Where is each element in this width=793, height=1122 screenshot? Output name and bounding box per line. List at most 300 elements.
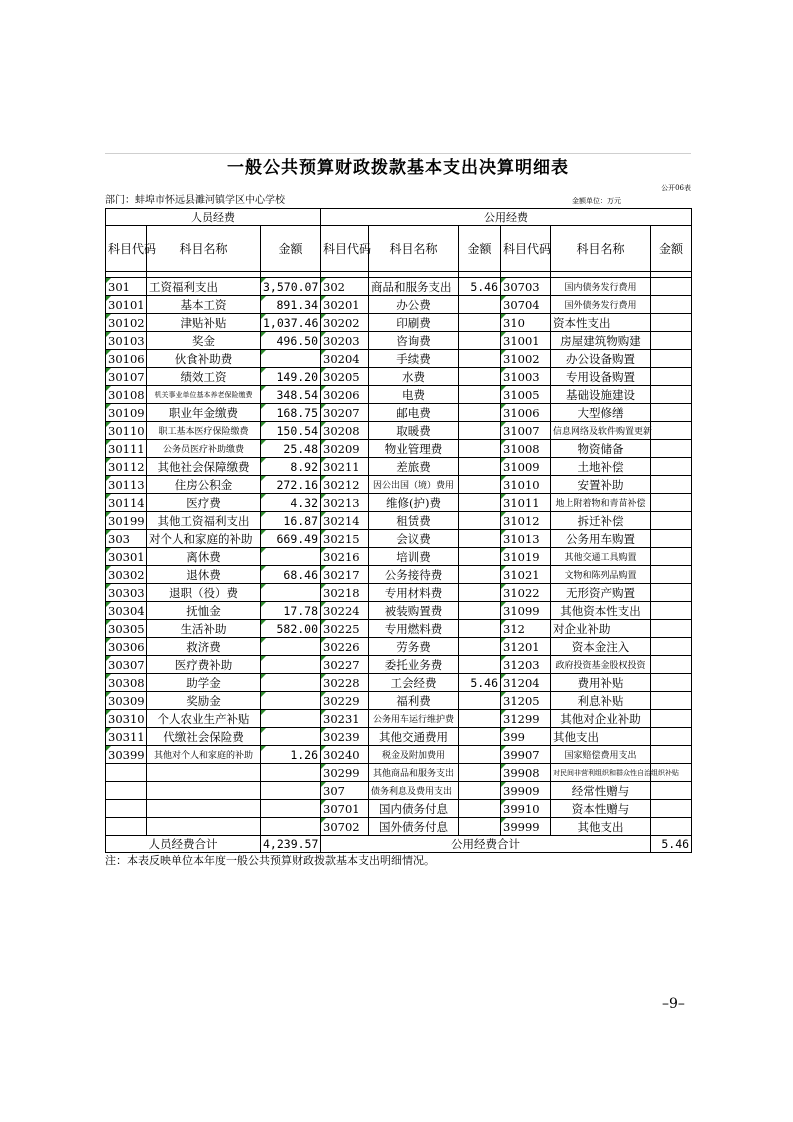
row-code-2: 30225 bbox=[321, 620, 369, 638]
row-amount-2 bbox=[459, 782, 501, 800]
row-code-1: 30101 bbox=[106, 296, 147, 314]
row-code-3: 31204 bbox=[501, 674, 551, 692]
row-amount-2 bbox=[459, 476, 501, 494]
row-amount-3 bbox=[651, 494, 692, 512]
row-code-2: 302 bbox=[321, 278, 369, 296]
row-code-1: 30308 bbox=[106, 674, 147, 692]
row-amount-2 bbox=[459, 350, 501, 368]
row-name-3: 其他交通工具购置 bbox=[551, 548, 651, 566]
row-amount-1: 150.54 bbox=[261, 422, 321, 440]
row-name-2: 专用燃料费 bbox=[369, 620, 459, 638]
row-name-1: 其他对个人和家庭的补助 bbox=[147, 746, 261, 764]
row-name-3: 对企业补助 bbox=[551, 620, 651, 638]
row-name-2: 公务接待费 bbox=[369, 566, 459, 584]
row-amount-1: 348.54 bbox=[261, 386, 321, 404]
row-amount-1 bbox=[261, 800, 321, 818]
table-row bbox=[106, 350, 692, 368]
row-amount-3 bbox=[651, 530, 692, 548]
row-code-3: 39908 bbox=[501, 764, 551, 782]
form-number: 公开06表 bbox=[661, 184, 691, 192]
row-amount-2 bbox=[459, 818, 501, 836]
table-row bbox=[106, 530, 692, 548]
row-code-3: 31205 bbox=[501, 692, 551, 710]
table-row bbox=[106, 818, 692, 836]
row-name-2: 取暖费 bbox=[369, 422, 459, 440]
row-code-3: 312 bbox=[501, 620, 551, 638]
table-row bbox=[106, 512, 692, 530]
row-code-2: 30211 bbox=[321, 458, 369, 476]
row-amount-1: 582.00 bbox=[261, 620, 321, 638]
row-amount-2 bbox=[459, 710, 501, 728]
row-amount-2 bbox=[459, 440, 501, 458]
row-code-2: 30212 bbox=[321, 476, 369, 494]
row-name-2: 电费 bbox=[369, 386, 459, 404]
row-amount-1: 8.92 bbox=[261, 458, 321, 476]
row-name-1: 伙食补助费 bbox=[147, 350, 261, 368]
row-name-3: 其他对企业补助 bbox=[551, 710, 651, 728]
row-name-1: 对个人和家庭的补助 bbox=[147, 530, 261, 548]
row-code-2: 30209 bbox=[321, 440, 369, 458]
row-amount-2 bbox=[459, 800, 501, 818]
row-amount-3 bbox=[651, 746, 692, 764]
row-name-1: 津贴补贴 bbox=[147, 314, 261, 332]
row-amount-1 bbox=[261, 782, 321, 800]
row-name-2: 会议费 bbox=[369, 530, 459, 548]
row-amount-2 bbox=[459, 422, 501, 440]
row-amount-1: 168.75 bbox=[261, 404, 321, 422]
col-amount-2: 金额 bbox=[459, 226, 501, 272]
row-amount-3 bbox=[651, 728, 692, 746]
table-row bbox=[106, 746, 692, 764]
row-name-1: 退职（役）费 bbox=[147, 584, 261, 602]
row-name-1: 公务员医疗补助缴费 bbox=[147, 440, 261, 458]
row-name-2: 水费 bbox=[369, 368, 459, 386]
row-name-1 bbox=[147, 782, 261, 800]
row-name-2: 国内债务付息 bbox=[369, 800, 459, 818]
row-code-2: 30227 bbox=[321, 656, 369, 674]
row-code-3: 310 bbox=[501, 314, 551, 332]
row-code-3: 31019 bbox=[501, 548, 551, 566]
row-code-1: 30311 bbox=[106, 728, 147, 746]
row-code-3: 39910 bbox=[501, 800, 551, 818]
row-name-2: 公务用车运行维护费 bbox=[369, 710, 459, 728]
row-name-2: 维修(护)费 bbox=[369, 494, 459, 512]
row-amount-1: 272.16 bbox=[261, 476, 321, 494]
table-row bbox=[106, 440, 692, 458]
row-amount-3 bbox=[651, 764, 692, 782]
row-amount-1 bbox=[261, 350, 321, 368]
group-personnel: 人员经费 bbox=[106, 209, 321, 226]
row-code-1: 30107 bbox=[106, 368, 147, 386]
row-name-3: 其他支出 bbox=[551, 818, 651, 836]
row-code-3: 31002 bbox=[501, 350, 551, 368]
row-amount-1 bbox=[261, 584, 321, 602]
row-code-2: 30240 bbox=[321, 746, 369, 764]
row-code-1 bbox=[106, 800, 147, 818]
row-name-2: 邮电费 bbox=[369, 404, 459, 422]
row-amount-2 bbox=[459, 764, 501, 782]
row-amount-2: 5.46 bbox=[459, 674, 501, 692]
row-name-2: 劳务费 bbox=[369, 638, 459, 656]
table-row bbox=[106, 566, 692, 584]
row-name-2: 专用材料费 bbox=[369, 584, 459, 602]
row-name-1: 职业年金缴费 bbox=[147, 404, 261, 422]
row-code-1: 30113 bbox=[106, 476, 147, 494]
row-amount-1: 68.46 bbox=[261, 566, 321, 584]
table-row bbox=[106, 782, 692, 800]
row-name-1 bbox=[147, 764, 261, 782]
table-row bbox=[106, 602, 692, 620]
row-code-3: 31012 bbox=[501, 512, 551, 530]
row-amount-3 bbox=[651, 638, 692, 656]
row-amount-2 bbox=[459, 656, 501, 674]
row-name-3: 资本性支出 bbox=[551, 314, 651, 332]
row-code-3: 31001 bbox=[501, 332, 551, 350]
row-name-3: 费用补贴 bbox=[551, 674, 651, 692]
table-row bbox=[106, 620, 692, 638]
row-amount-2 bbox=[459, 728, 501, 746]
row-amount-1: 669.49 bbox=[261, 530, 321, 548]
row-amount-2 bbox=[459, 314, 501, 332]
row-amount-3 bbox=[651, 692, 692, 710]
row-name-2: 税金及附加费用 bbox=[369, 746, 459, 764]
row-amount-1 bbox=[261, 656, 321, 674]
row-code-3: 31007 bbox=[501, 422, 551, 440]
table-row bbox=[106, 494, 692, 512]
row-name-3: 拆迁补偿 bbox=[551, 512, 651, 530]
row-code-3: 31021 bbox=[501, 566, 551, 584]
row-amount-3 bbox=[651, 548, 692, 566]
row-amount-1: 496.50 bbox=[261, 332, 321, 350]
row-amount-1: 3,570.07 bbox=[261, 278, 321, 296]
row-code-2: 30226 bbox=[321, 638, 369, 656]
row-name-1: 其他社会保障缴费 bbox=[147, 458, 261, 476]
table-row bbox=[106, 638, 692, 656]
table-row bbox=[106, 368, 692, 386]
row-code-1: 30303 bbox=[106, 584, 147, 602]
row-code-2: 30203 bbox=[321, 332, 369, 350]
col-code-2: 科目代码 bbox=[321, 226, 369, 272]
row-amount-1: 16.87 bbox=[261, 512, 321, 530]
table-row bbox=[106, 458, 692, 476]
row-name-3: 经常性赠与 bbox=[551, 782, 651, 800]
row-code-2: 30214 bbox=[321, 512, 369, 530]
row-code-2: 30202 bbox=[321, 314, 369, 332]
public-total-amount: 5.46 bbox=[651, 836, 692, 853]
row-code-2: 30205 bbox=[321, 368, 369, 386]
row-name-1: 住房公积金 bbox=[147, 476, 261, 494]
row-name-3: 公务用车购置 bbox=[551, 530, 651, 548]
row-name-3: 大型修缮 bbox=[551, 404, 651, 422]
col-name-2: 科目名称 bbox=[369, 226, 459, 272]
row-name-3: 其他资本性支出 bbox=[551, 602, 651, 620]
row-code-3: 31010 bbox=[501, 476, 551, 494]
row-amount-3 bbox=[651, 620, 692, 638]
row-code-3: 31003 bbox=[501, 368, 551, 386]
table-row bbox=[106, 278, 692, 296]
row-code-3: 31201 bbox=[501, 638, 551, 656]
row-code-1 bbox=[106, 764, 147, 782]
row-code-2: 30201 bbox=[321, 296, 369, 314]
row-name-3: 专用设备购置 bbox=[551, 368, 651, 386]
row-amount-2 bbox=[459, 368, 501, 386]
row-name-1: 职工基本医疗保险缴费 bbox=[147, 422, 261, 440]
row-code-1: 301 bbox=[106, 278, 147, 296]
row-amount-2 bbox=[459, 602, 501, 620]
row-code-1: 30114 bbox=[106, 494, 147, 512]
row-name-2: 办公费 bbox=[369, 296, 459, 314]
row-amount-1: 25.48 bbox=[261, 440, 321, 458]
row-code-3: 39999 bbox=[501, 818, 551, 836]
row-name-3: 房屋建筑物购建 bbox=[551, 332, 651, 350]
row-amount-3 bbox=[651, 404, 692, 422]
row-name-1 bbox=[147, 818, 261, 836]
row-amount-3 bbox=[651, 278, 692, 296]
row-name-3: 基础设施建设 bbox=[551, 386, 651, 404]
row-amount-3 bbox=[651, 458, 692, 476]
expenditure-table bbox=[105, 208, 692, 853]
row-code-1: 30106 bbox=[106, 350, 147, 368]
totals-row bbox=[106, 836, 692, 853]
row-amount-2 bbox=[459, 548, 501, 566]
amount-unit: 金额单位：万元 bbox=[572, 197, 621, 205]
row-name-1: 个人农业生产补贴 bbox=[147, 710, 261, 728]
row-amount-3 bbox=[651, 296, 692, 314]
table-row bbox=[106, 764, 692, 782]
row-code-1: 30306 bbox=[106, 638, 147, 656]
row-amount-1: 17.78 bbox=[261, 602, 321, 620]
row-name-1: 奖励金 bbox=[147, 692, 261, 710]
row-name-3: 对民间非营利组织和群众性自治组织补贴 bbox=[551, 764, 651, 782]
row-amount-1: 1,037.46 bbox=[261, 314, 321, 332]
row-amount-3 bbox=[651, 674, 692, 692]
row-amount-3 bbox=[651, 476, 692, 494]
row-code-2: 30216 bbox=[321, 548, 369, 566]
row-code-2: 307 bbox=[321, 782, 369, 800]
row-name-2: 委托业务费 bbox=[369, 656, 459, 674]
row-amount-2 bbox=[459, 692, 501, 710]
row-amount-3 bbox=[651, 440, 692, 458]
row-code-1 bbox=[106, 818, 147, 836]
col-name-3: 科目名称 bbox=[551, 226, 651, 272]
row-code-2: 30217 bbox=[321, 566, 369, 584]
row-code-3: 31008 bbox=[501, 440, 551, 458]
table-row bbox=[106, 710, 692, 728]
row-amount-1 bbox=[261, 638, 321, 656]
row-amount-3 bbox=[651, 656, 692, 674]
row-code-2: 30207 bbox=[321, 404, 369, 422]
row-name-1: 医疗费 bbox=[147, 494, 261, 512]
row-amount-2 bbox=[459, 620, 501, 638]
row-amount-1 bbox=[261, 710, 321, 728]
row-name-1: 基本工资 bbox=[147, 296, 261, 314]
row-code-1: 30304 bbox=[106, 602, 147, 620]
row-name-3: 利息补贴 bbox=[551, 692, 651, 710]
row-code-2: 30218 bbox=[321, 584, 369, 602]
row-code-2: 30299 bbox=[321, 764, 369, 782]
row-amount-2 bbox=[459, 404, 501, 422]
row-amount-2 bbox=[459, 386, 501, 404]
row-code-1: 30301 bbox=[106, 548, 147, 566]
row-name-2: 工会经费 bbox=[369, 674, 459, 692]
row-name-3: 其他支出 bbox=[551, 728, 651, 746]
row-code-2: 30228 bbox=[321, 674, 369, 692]
row-code-3: 39907 bbox=[501, 746, 551, 764]
row-name-1: 工资福利支出 bbox=[147, 278, 261, 296]
row-name-3: 资本性赠与 bbox=[551, 800, 651, 818]
table-row bbox=[106, 656, 692, 674]
row-name-1 bbox=[147, 800, 261, 818]
row-code-1: 30112 bbox=[106, 458, 147, 476]
personnel-total-amount: 4,239.57 bbox=[261, 836, 321, 853]
col-code-1: 科目代码 bbox=[106, 226, 147, 272]
row-name-1: 代缴社会保险费 bbox=[147, 728, 261, 746]
row-code-3: 31011 bbox=[501, 494, 551, 512]
row-name-2: 培训费 bbox=[369, 548, 459, 566]
row-name-1: 离休费 bbox=[147, 548, 261, 566]
row-code-2: 30208 bbox=[321, 422, 369, 440]
row-name-2: 其他商品和服务支出 bbox=[369, 764, 459, 782]
row-code-1: 30309 bbox=[106, 692, 147, 710]
row-code-1: 303 bbox=[106, 530, 147, 548]
row-amount-3 bbox=[651, 584, 692, 602]
table-row bbox=[106, 692, 692, 710]
table-row bbox=[106, 296, 692, 314]
row-code-3: 31013 bbox=[501, 530, 551, 548]
row-name-3: 国家赔偿费用支出 bbox=[551, 746, 651, 764]
row-name-2: 物业管理费 bbox=[369, 440, 459, 458]
col-name-1: 科目名称 bbox=[147, 226, 261, 272]
row-amount-2 bbox=[459, 332, 501, 350]
row-code-1: 30302 bbox=[106, 566, 147, 584]
row-name-1: 机关事业单位基本养老保险缴费 bbox=[147, 386, 261, 404]
row-amount-3 bbox=[651, 782, 692, 800]
row-name-2: 咨询费 bbox=[369, 332, 459, 350]
row-name-2: 租赁费 bbox=[369, 512, 459, 530]
table-row bbox=[106, 674, 692, 692]
row-name-3: 文物和陈列品购置 bbox=[551, 566, 651, 584]
row-amount-1 bbox=[261, 674, 321, 692]
table-row bbox=[106, 332, 692, 350]
row-amount-2 bbox=[459, 458, 501, 476]
row-code-3: 30703 bbox=[501, 278, 551, 296]
row-amount-3 bbox=[651, 368, 692, 386]
row-code-3: 31009 bbox=[501, 458, 551, 476]
footnote: 注：本表反映单位本年度一般公共预算财政拨款基本支出明细情况。 bbox=[105, 854, 435, 867]
row-name-1: 生活补助 bbox=[147, 620, 261, 638]
column-header-row bbox=[106, 226, 692, 272]
row-name-3: 政府投资基金股权投资 bbox=[551, 656, 651, 674]
row-code-3: 31203 bbox=[501, 656, 551, 674]
row-name-2: 福利费 bbox=[369, 692, 459, 710]
row-amount-3 bbox=[651, 800, 692, 818]
table-row bbox=[106, 314, 692, 332]
row-amount-3 bbox=[651, 566, 692, 584]
row-code-1: 30102 bbox=[106, 314, 147, 332]
row-name-2: 印刷费 bbox=[369, 314, 459, 332]
report-title: 一般公共预算财政拨款基本支出决算明细表 bbox=[105, 153, 691, 182]
row-code-3: 31299 bbox=[501, 710, 551, 728]
department-line bbox=[105, 194, 691, 208]
row-name-1: 绩效工资 bbox=[147, 368, 261, 386]
row-amount-2: 5.46 bbox=[459, 278, 501, 296]
row-amount-1: 891.34 bbox=[261, 296, 321, 314]
personnel-total-label: 人员经费合计 bbox=[106, 836, 261, 853]
row-amount-2 bbox=[459, 746, 501, 764]
row-name-3: 国外债务发行费用 bbox=[551, 296, 651, 314]
table-row bbox=[106, 422, 692, 440]
col-amount-3: 金额 bbox=[651, 226, 692, 272]
row-code-1: 30108 bbox=[106, 386, 147, 404]
row-code-3: 31099 bbox=[501, 602, 551, 620]
row-amount-1 bbox=[261, 818, 321, 836]
table-row bbox=[106, 800, 692, 818]
col-code-3: 科目代码 bbox=[501, 226, 551, 272]
row-code-2: 30206 bbox=[321, 386, 369, 404]
row-code-3: 31006 bbox=[501, 404, 551, 422]
group-public: 公用经费 bbox=[321, 209, 692, 226]
row-amount-2 bbox=[459, 584, 501, 602]
table-row bbox=[106, 728, 692, 746]
row-name-1: 其他工资福利支出 bbox=[147, 512, 261, 530]
row-amount-3 bbox=[651, 386, 692, 404]
row-amount-3 bbox=[651, 710, 692, 728]
row-code-3: 31005 bbox=[501, 386, 551, 404]
row-amount-1: 4.32 bbox=[261, 494, 321, 512]
row-name-2: 因公出国（境）费用 bbox=[369, 476, 459, 494]
row-amount-3 bbox=[651, 314, 692, 332]
row-amount-2 bbox=[459, 566, 501, 584]
row-amount-1 bbox=[261, 728, 321, 746]
row-amount-3 bbox=[651, 332, 692, 350]
department-name: 部门：蚌埠市怀远县濉河镇学区中心学校 bbox=[105, 195, 285, 206]
row-code-1: 30399 bbox=[106, 746, 147, 764]
row-name-3: 信息网络及软件购置更新 bbox=[551, 422, 651, 440]
table-row bbox=[106, 584, 692, 602]
row-amount-3 bbox=[651, 602, 692, 620]
row-name-1: 救济费 bbox=[147, 638, 261, 656]
row-name-2: 差旅费 bbox=[369, 458, 459, 476]
public-total-label: 公用经费合计 bbox=[321, 836, 651, 853]
row-name-3: 国内债务发行费用 bbox=[551, 278, 651, 296]
row-amount-2 bbox=[459, 530, 501, 548]
row-code-2: 30239 bbox=[321, 728, 369, 746]
table-row bbox=[106, 386, 692, 404]
row-code-2: 30204 bbox=[321, 350, 369, 368]
row-name-2: 被装购置费 bbox=[369, 602, 459, 620]
row-name-1: 助学金 bbox=[147, 674, 261, 692]
row-code-1: 30103 bbox=[106, 332, 147, 350]
row-code-2: 30229 bbox=[321, 692, 369, 710]
row-name-1: 抚恤金 bbox=[147, 602, 261, 620]
row-amount-2 bbox=[459, 494, 501, 512]
table-row bbox=[106, 476, 692, 494]
row-amount-1: 149.20 bbox=[261, 368, 321, 386]
row-code-1: 30307 bbox=[106, 656, 147, 674]
row-code-2: 30215 bbox=[321, 530, 369, 548]
row-name-2: 手续费 bbox=[369, 350, 459, 368]
row-name-2: 商品和服务支出 bbox=[369, 278, 459, 296]
row-amount-2 bbox=[459, 638, 501, 656]
row-name-3: 安置补助 bbox=[551, 476, 651, 494]
row-amount-1 bbox=[261, 548, 321, 566]
row-code-1 bbox=[106, 782, 147, 800]
row-name-2: 国外债务付息 bbox=[369, 818, 459, 836]
row-name-3: 物资储备 bbox=[551, 440, 651, 458]
row-name-1: 退休费 bbox=[147, 566, 261, 584]
row-name-2: 其他交通费用 bbox=[369, 728, 459, 746]
row-amount-1: 1.26 bbox=[261, 746, 321, 764]
